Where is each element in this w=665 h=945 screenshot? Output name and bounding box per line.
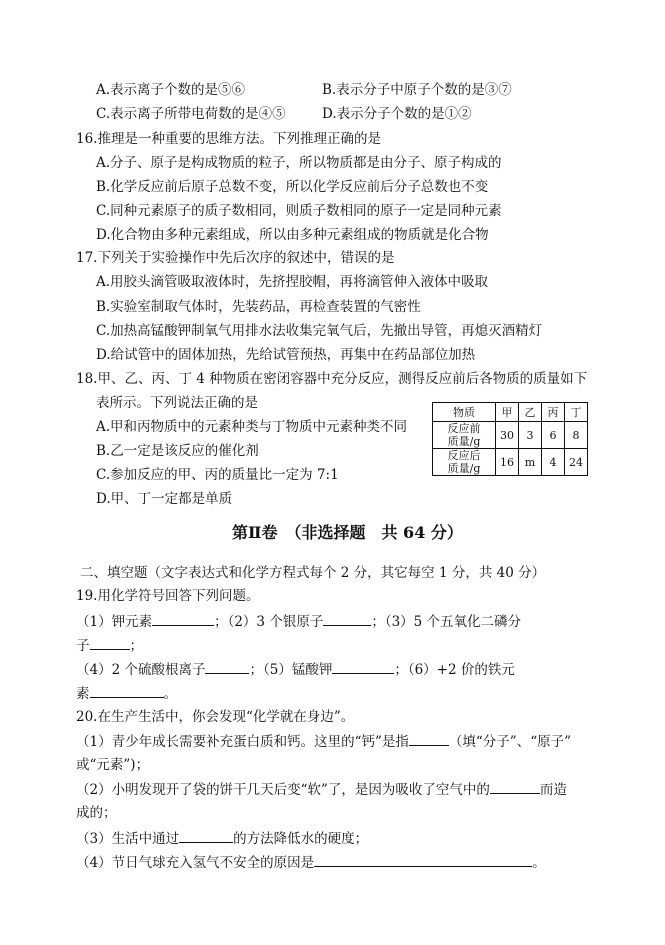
table-cell: 30 <box>496 422 519 449</box>
q18-option-c: C.参加反应的甲、丙的质量比一定为 7:1 <box>96 467 339 483</box>
table-header-cell: 物质 <box>433 403 496 422</box>
q19-line4 <box>76 683 177 704</box>
table-cell: 6 <box>542 422 565 449</box>
q19-text: ；（5）锰酸钾 <box>249 662 333 678</box>
q19-text: 素 <box>76 686 90 702</box>
answer-blank[interactable] <box>409 731 449 746</box>
answer-blank[interactable] <box>90 635 130 650</box>
q17-option-d: D.给试管中的固体加热，先给试管预热，再集中在药品部位加热 <box>96 347 476 363</box>
q16-option-b: B.化学反应前后原子总数不变，所以化学反应前后分子总数也不变 <box>96 179 489 195</box>
answer-blank[interactable] <box>332 659 394 674</box>
q20-text: （4）节日气球充入氢气不安全的原因是 <box>76 855 315 871</box>
q18-option-d: D.甲、丁一定都是单质 <box>96 491 233 507</box>
q17-option-c: C.加热高锰酸钾制氧气用排水法收集完氧气后，先撤出导管，再熄灭酒精灯 <box>96 323 543 339</box>
answer-blank[interactable] <box>179 828 233 843</box>
q18-option-a: A.甲和丙物质中的元素种类与丁物质中元素种类不同 <box>96 419 408 435</box>
q19-line2 <box>76 635 143 656</box>
section2-heading: 二、填空题（文字表达式和化学方程式每个 2 分，其它每空 1 分，共 40 分） <box>80 565 546 581</box>
q20-line1 <box>76 731 571 752</box>
q15-option-d: D.表示分子个数的是①② <box>322 106 472 122</box>
answer-blank[interactable] <box>152 611 214 626</box>
q20-text: 而造 <box>539 782 567 798</box>
answer-blank[interactable] <box>323 611 371 626</box>
table-cell: m <box>519 449 542 476</box>
q20-text: （1）青少年成长需要补充蛋白质和钙。这里的“钙”是指 <box>76 734 409 750</box>
table-header-row <box>433 403 588 422</box>
q19-line3 <box>76 659 515 680</box>
q18-stem-line1: 18.甲、乙、丙、丁 4 种物质在密闭容器中充分反应，测得反应前后各物质的质量如下 <box>76 371 588 387</box>
q20-line5 <box>76 828 368 849</box>
table-header-cell: 甲 <box>496 403 519 422</box>
q19-text: 。 <box>163 686 177 702</box>
row-label-line: 质量/g <box>447 462 481 475</box>
row-label-before <box>433 422 496 449</box>
q19-text: ；（3）5 个五氧化二磷分 <box>371 614 522 630</box>
q20-stem: 20.在生产生活中，你会发现“化学就在身边”。 <box>76 709 355 725</box>
q17-option-b: B.实验室制取气体时，先装药品，再检查装置的气密性 <box>96 299 421 315</box>
q17-option-a: A.用胶头滴管吸取液体时，先挤捏胶帽，再将滴管伸入液体中吸取 <box>96 274 489 290</box>
table-cell: 3 <box>519 422 542 449</box>
table-cell: 24 <box>565 449 588 476</box>
answer-blank[interactable] <box>314 852 532 867</box>
q16-stem: 16.推理是一种重要的思维方法。下列推理正确的是 <box>76 131 381 147</box>
table-header-cell: 丙 <box>542 403 565 422</box>
row-label-line: 反应后 <box>447 449 481 462</box>
q16-option-d: D.化合物由多种元素组成，所以由多种元素组成的物质就是化合物 <box>96 227 489 243</box>
q19-line1 <box>76 611 521 632</box>
table-row <box>433 449 588 476</box>
answer-blank[interactable] <box>490 779 540 794</box>
q20-line6 <box>76 852 546 873</box>
table-cell: 8 <box>565 422 588 449</box>
q19-stem: 19.用化学符号回答下列问题。 <box>76 588 260 604</box>
q19-text: （4）2 个硫酸根离子 <box>76 662 206 678</box>
q18-mass-table <box>432 402 588 476</box>
row-label-after <box>433 449 496 476</box>
q18-stem-line2: 表所示。下列说法正确的是 <box>96 395 258 411</box>
q20-text: 的方法降低水的硬度； <box>233 831 369 847</box>
q20-text: （填“分子”、“原子” <box>448 734 572 750</box>
q17-stem: 17.下列关于实验操作中先后次序的叙述中，错误的是 <box>76 250 395 266</box>
table-cell: 4 <box>542 449 565 476</box>
q16-option-a: A.分子、原子是构成物质的粒子，所以物质都是由分子、原子构成的 <box>96 155 502 171</box>
q20-text: （2）小明发现开了袋的饼干几天后变“软”了，是因为吸收了空气中的 <box>76 782 490 798</box>
q19-text: （1）钾元素 <box>76 614 153 630</box>
row-label-line: 反应前 <box>447 422 481 435</box>
q20-line3 <box>76 779 567 800</box>
q19-text: ；（6）+2 价的铁元 <box>394 662 515 678</box>
q18-option-b: B.乙一定是该反应的催化剂 <box>96 443 259 459</box>
q20-line4: 成的； <box>76 805 117 821</box>
q15-option-c: C.表示离子所带电荷数的是④⑤ <box>96 106 286 122</box>
q16-option-c: C.同种元素原子的质子数相同，则质子数相同的原子一定是同种元素 <box>96 203 502 219</box>
table-cell: 16 <box>496 449 519 476</box>
answer-blank[interactable] <box>90 683 164 698</box>
answer-blank[interactable] <box>205 659 249 674</box>
q15-option-a: A.表示离子个数的是⑤⑥ <box>96 82 246 98</box>
q20-text: （3）生活中通过 <box>76 831 180 847</box>
q19-text: 子 <box>76 638 90 654</box>
row-label-line: 质量/g <box>447 435 481 448</box>
table-row <box>433 422 588 449</box>
q19-text: ；（2）3 个银原子 <box>214 614 324 630</box>
table-header-cell: 乙 <box>519 403 542 422</box>
table-header-cell: 丁 <box>565 403 588 422</box>
q15-option-b: B.表示分子中原子个数的是③⑦ <box>322 82 512 98</box>
q20-line2: 或“元素”)； <box>76 757 150 773</box>
part2-title: 第Ⅱ卷 （非选择题 共 64 分） <box>232 523 463 542</box>
q20-text: 。 <box>532 855 546 871</box>
q19-text: ； <box>129 638 143 654</box>
